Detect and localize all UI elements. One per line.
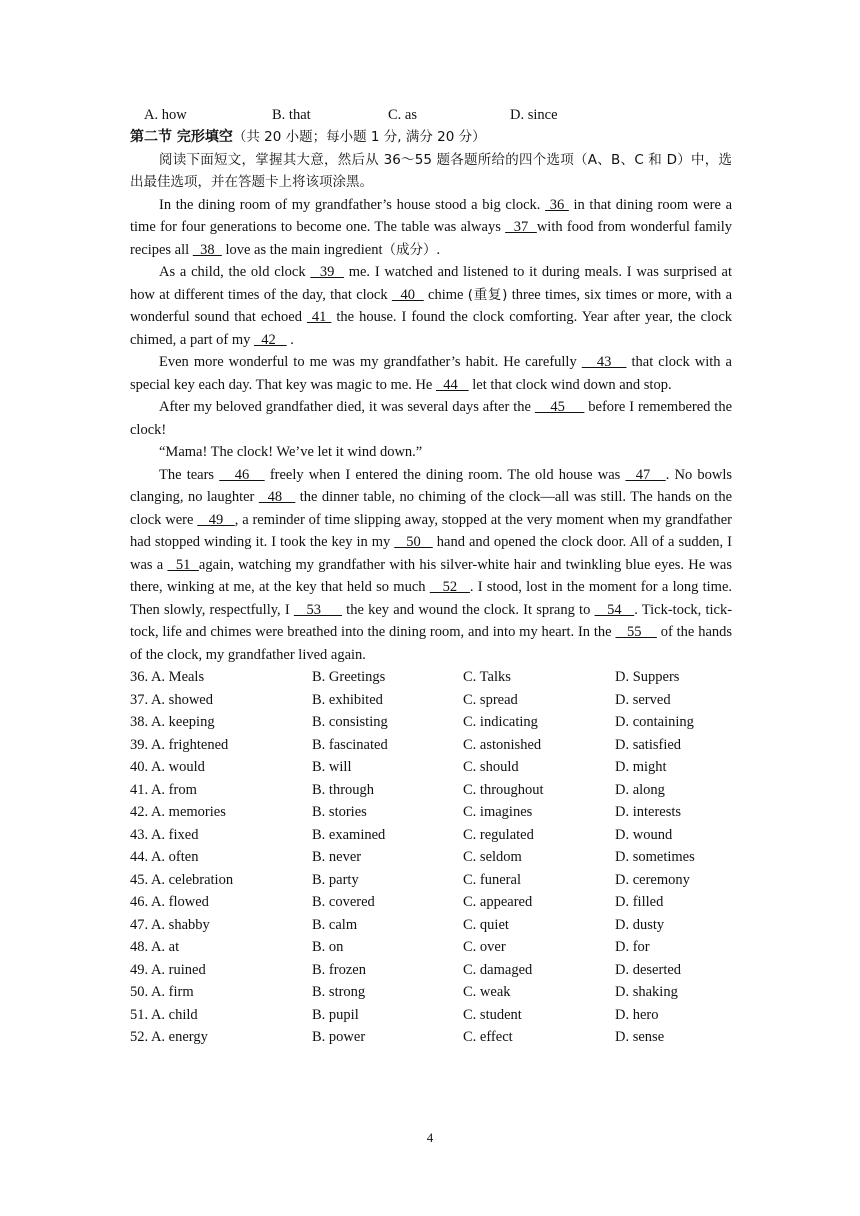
passage-text: , a reminder of time slipping away, stopped at the very moment when my grandfather had stopped winding it. I took the key in my [130, 511, 732, 550]
section-note: （共 20 小题；每小题 1 分, 满分 20 分） [232, 129, 486, 145]
question-option: D. ceremony [615, 871, 690, 888]
question-option: C. effect [463, 1029, 513, 1045]
passage-text: in that dining room were a time for four generations to become one. The table was always [130, 196, 733, 235]
question-row [130, 801, 732, 824]
question-row [130, 734, 732, 757]
blank-37: 37 [505, 219, 537, 235]
question-option: D. satisfied [615, 736, 682, 753]
passage-text: the dinner table, no chiming of the clock—all was still. The hands on the clock were [130, 489, 733, 528]
question-option: B. strong [312, 984, 366, 1000]
passage-paragraph-3 [130, 351, 732, 396]
question-option: D. Suppers [615, 669, 680, 685]
question-option: D. might [615, 759, 667, 775]
question-option: C. damaged [463, 961, 533, 978]
passage-text: Even more wonderful to me was my grandfather’s habit. He carefully [159, 354, 582, 370]
question-row [130, 689, 732, 712]
passage-text: . [286, 331, 294, 348]
question-option: 45. A. celebration [130, 871, 234, 888]
question-option: B. covered [312, 894, 375, 910]
question-option: B. never [312, 849, 362, 865]
question-row [130, 914, 732, 937]
question-option: C. should [463, 759, 519, 775]
blank-55: 55 [615, 624, 657, 640]
blank-50: 50 [394, 534, 433, 550]
page-number: 4 [426, 1130, 434, 1145]
passage-text: of the hands of the clock, my grandfather lived again. [130, 624, 733, 663]
question-option: C. regulated [463, 826, 534, 843]
blank-52: 52 [429, 579, 470, 595]
blank-48: 48 [258, 489, 296, 505]
passage-text: . Tick-tock, tick-tock, life and chimes were breathed into the dining room, and into my heart. In the [130, 601, 733, 640]
question-option: B. power [312, 1029, 366, 1045]
blank-49: 49 [197, 511, 235, 528]
passage-paragraph-2 [130, 261, 732, 351]
question-option: C. Talks [463, 669, 511, 685]
question-option: D. along [615, 781, 665, 798]
question-option: D. sometimes [615, 849, 695, 865]
passage-text: the house. I found the clock comforting. Year after year, the clock chimed, a part of my [130, 309, 733, 348]
passage-paragraph-6 [130, 464, 732, 667]
question-option: C. funeral [463, 871, 521, 888]
question-option: C. weak [463, 984, 511, 1000]
blank-47: 47 [625, 466, 666, 483]
question-row [130, 824, 732, 847]
blank-43: 43 [581, 354, 627, 370]
question-row [130, 846, 732, 869]
passage-text: . [436, 241, 441, 258]
question-option: D. filled [615, 894, 664, 910]
passage-text: let that clock wind down and stop. [468, 376, 672, 393]
question-option: B. on [312, 939, 344, 955]
section-heading [130, 126, 732, 149]
passage-text: chime [423, 286, 468, 303]
gloss-note: （成分） [382, 241, 437, 258]
question-option: C. imagines [463, 804, 533, 820]
passage-text: three times, six times or more, with a wonderful sound that echoed [130, 286, 733, 325]
previous-question-options [130, 104, 732, 126]
question-option: C. student [463, 1006, 522, 1023]
question-row [130, 959, 732, 982]
question-option: C. indicating [463, 714, 538, 730]
question-option: 39. A. frightened [130, 736, 229, 753]
passage-text: As a child, the old clock [159, 264, 311, 280]
question-option: B. party [312, 871, 359, 888]
question-option: B. calm [312, 916, 358, 933]
question-option: B. consisting [312, 714, 388, 730]
question-option: D. for [615, 939, 650, 955]
question-option: B. through [312, 781, 375, 798]
question-option: D. served [615, 691, 671, 708]
question-option: B. will [312, 759, 352, 775]
passage-text: After my beloved grandfather died, it was several days after the [159, 399, 535, 415]
question-option: 36. A. Meals [130, 669, 205, 685]
question-option: D. deserted [615, 961, 682, 978]
passage-text: . I stood, lost in the moment for a long time. Then slowly, respectfully, I [130, 579, 733, 618]
option-a: A. how [144, 107, 187, 123]
blank-46: 46 [219, 466, 265, 483]
blank-53: 53 [293, 601, 342, 618]
question-option: D. hero [615, 1006, 659, 1023]
question-option: 41. A. from [130, 781, 197, 798]
passage-paragraph-4 [130, 396, 732, 441]
passage-paragraph-1 [130, 194, 732, 262]
question-option: C. spread [463, 691, 518, 708]
question-option: 38. A. keeping [130, 714, 215, 730]
question-row [130, 666, 732, 689]
blank-42: 42 [254, 331, 287, 348]
question-option: 52. A. energy [130, 1029, 208, 1045]
question-option: D. interests [615, 804, 682, 820]
blank-36: 36 [545, 196, 569, 213]
blank-44: 44 [436, 376, 469, 393]
question-option: C. throughout [463, 781, 544, 798]
blank-54: 54 [594, 601, 635, 618]
gloss-note: (重复) [467, 286, 508, 303]
question-option: D. dusty [615, 916, 665, 933]
question-option: B. examined [312, 826, 386, 843]
question-option: D. sense [615, 1029, 665, 1045]
passage-text: again, watching my grandfather with his silver-white hair and twinkling blue eyes. He was there, winking at me, at the key that held so much [130, 556, 732, 595]
blank-40: 40 [391, 286, 424, 303]
question-option: D. shaking [615, 984, 678, 1000]
passage-text: hand and opened the clock door. All of a sudden, I was a [130, 534, 733, 573]
passage-text: . No bowls clanging, no laughter [130, 466, 733, 505]
question-option: 43. A. fixed [130, 826, 199, 843]
question-option: C. over [463, 939, 506, 955]
section-title: 第二节 完形填空 [130, 129, 233, 145]
question-list [130, 666, 732, 1049]
blank-51: 51 [167, 556, 199, 573]
question-option: B. Greetings [312, 669, 386, 685]
question-option: D. wound [615, 826, 673, 843]
question-option: 48. A. at [130, 939, 180, 955]
blank-38: 38 [192, 241, 222, 258]
question-row [130, 1026, 732, 1049]
question-row [130, 756, 732, 779]
question-option: B. fascinated [312, 736, 388, 753]
question-row [130, 1004, 732, 1027]
question-option: 40. A. would [130, 759, 205, 775]
question-row [130, 711, 732, 734]
blank-45: 45 [534, 399, 585, 415]
page-content [130, 104, 732, 1049]
question-option: 44. A. often [130, 849, 199, 865]
question-row [130, 869, 732, 892]
passage-text: The tears [159, 466, 220, 483]
passage-paragraph-5: “Mama! The clock! We’ve let it wind down.” [159, 444, 423, 460]
question-row [130, 981, 732, 1004]
question-option: B. pupil [312, 1006, 359, 1023]
question-option: 42. A. memories [130, 804, 226, 820]
question-option: 46. A. flowed [130, 894, 209, 910]
question-option: 50. A. firm [130, 984, 194, 1000]
passage-text: me. I watched and listened to it during meals. I was surprised at how at different times of the day, that clock [130, 264, 733, 303]
question-option: 51. A. child [130, 1006, 198, 1023]
question-option: D. containing [615, 714, 694, 730]
question-option: C. astonished [463, 736, 542, 753]
question-option: 49. A. ruined [130, 961, 206, 978]
question-option: 37. A. showed [130, 691, 213, 708]
passage-text: love as the main ingredient [221, 241, 383, 258]
passage-text: In the dining room of my grandfather’s house stood a big clock. [159, 196, 546, 213]
passage-text: freely when I entered the dining room. The old house was [264, 466, 626, 483]
passage-text: before I remembered the clock! [130, 399, 733, 438]
blank-41: 41 [306, 309, 332, 325]
question-option: C. seldom [463, 849, 522, 865]
passage-text: the key and wound the clock. It sprang to [341, 601, 595, 618]
blank-39: 39 [310, 264, 344, 280]
option-d: D. since [510, 107, 558, 123]
passage-text: with food from wonderful family recipes all [130, 219, 732, 258]
question-option: B. stories [312, 804, 367, 820]
question-option: B. frozen [312, 961, 366, 978]
question-option: 47. A. shabby [130, 916, 210, 933]
instructions: 阅读下面短文，掌握其大意，然后从 36～55 题各题所给的四个选项（A、B、C 和 D）中，选出最佳选项，并在答题卡上将该项涂黑。 [130, 151, 732, 190]
question-option: B. exhibited [312, 691, 383, 708]
question-row [130, 779, 732, 802]
option-b: B. that [272, 107, 311, 123]
question-row [130, 891, 732, 914]
passage-text: that clock with a special key each day. That key was magic to me. He [130, 354, 732, 393]
question-row [130, 936, 732, 959]
question-option: C. appeared [463, 894, 533, 910]
option-c: C. as [388, 107, 417, 123]
question-option: C. quiet [463, 916, 509, 933]
